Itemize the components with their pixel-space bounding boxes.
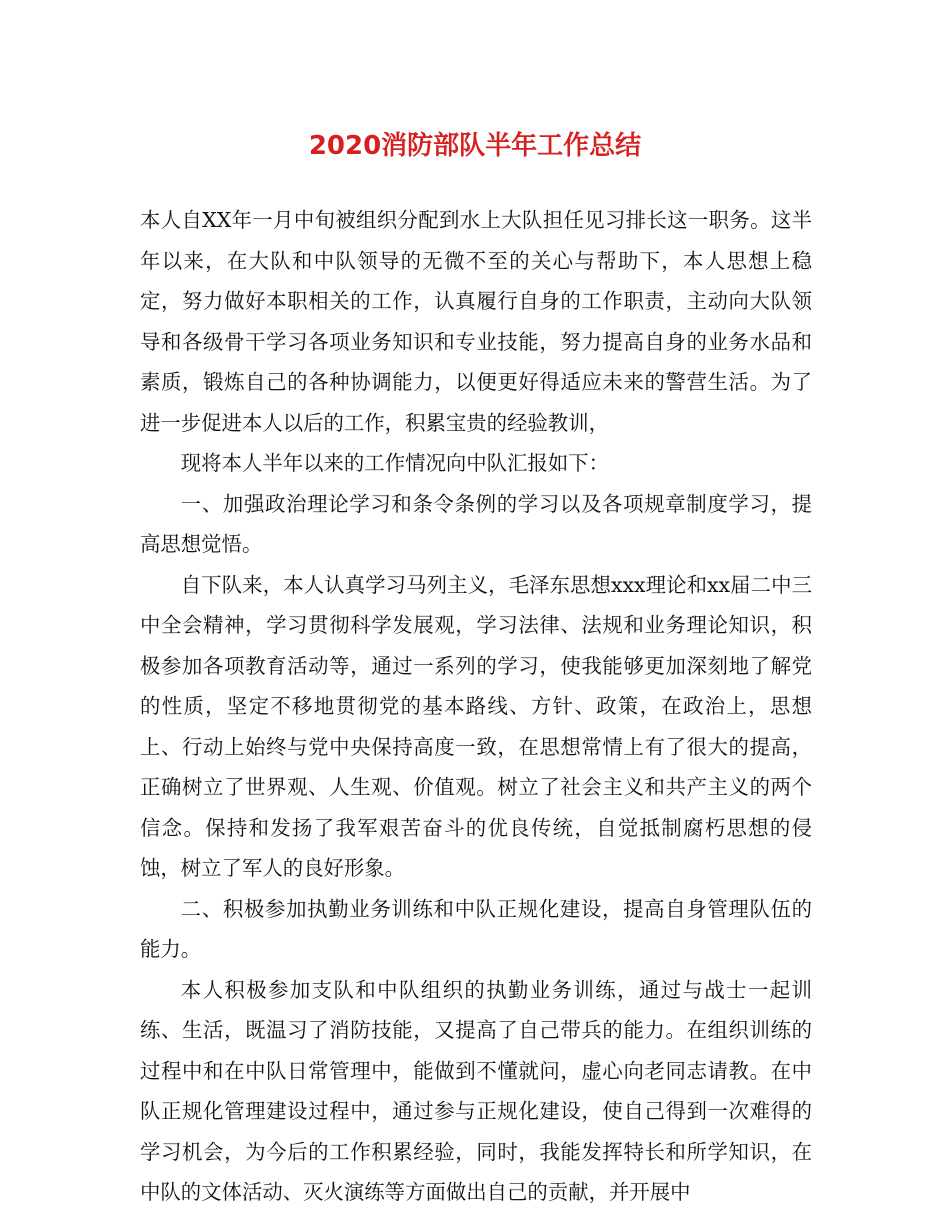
paragraph-intro: 本人自XX年一月中旬被组织分配到水上大队担任见习排长这一职务。这半年以来，在大队和中队领导的无微不至的关心与帮助下，本人思想上稳定，努力做好本职相关的工作，认真履行自身的工作职责，主动向大队领导和各级骨干学习各项业务知识和专业技能，努力提高自身的业务水品和素质，锻炼自己的各种协调能力，以便更好得适应未来的警营生活。为了进一步促进本人以后的工作，积累宝贵的经验教训， bbox=[140, 208, 812, 435]
section-heading-2: 二、积极参加执勤业务训练和中队正规化建设，提高自身管理队伍的能力。 bbox=[140, 896, 812, 961]
document-title: 2020消防部队半年工作总结 bbox=[308, 131, 642, 161]
paragraph-political-study: 自下队来，本人认真学习马列主义，毛泽东思想xxx理论和xx届二中三中全会精神，学习贯彻科学发展观，学习法律、法规和业务理论知识，积极参加各项教育活动等，通过一系列的学习，使我能够更加深刻地了解党的性质，坚定不移地贯彻党的基本路线、方针、政策，在政治上，思想上、行动上始终与党中央保持高度一致，在思想常情上有了很大的提高，正确树立了世界观、人生观、价值观。树立了社会主义和共产主义的两个信念。保持和发扬了我军艰苦奋斗的优良传统，自觉抵制腐朽思想的侵蚀，树立了军人的良好形象。 bbox=[140, 572, 812, 880]
paragraph-report-lead: 现将本人半年以来的工作情况向中队汇报如下： bbox=[180, 451, 609, 475]
document-body bbox=[140, 200, 812, 1213]
paragraph-training: 本人积极参加支队和中队组织的执勤业务训练，通过与战士一起训练、生活，既温习了消防技能，又提高了自己带兵的能力。在组织训练的过程中和在中队日常管理中，能做到不懂就问，虚心向老同志请教。在中队正规化管理建设过程中，通过参与正规化建设，使自己得到一次难得的学习机会，为今后的工作积累经验，同时，我能发挥特长和所学知识，在中队的文体活动、灭火演练等方面做出自己的贡献，并开展中 bbox=[140, 977, 812, 1204]
section-heading-1: 一、加强政治理论学习和条令条例的学习以及各项规章制度学习，提高思想觉悟。 bbox=[140, 491, 812, 556]
